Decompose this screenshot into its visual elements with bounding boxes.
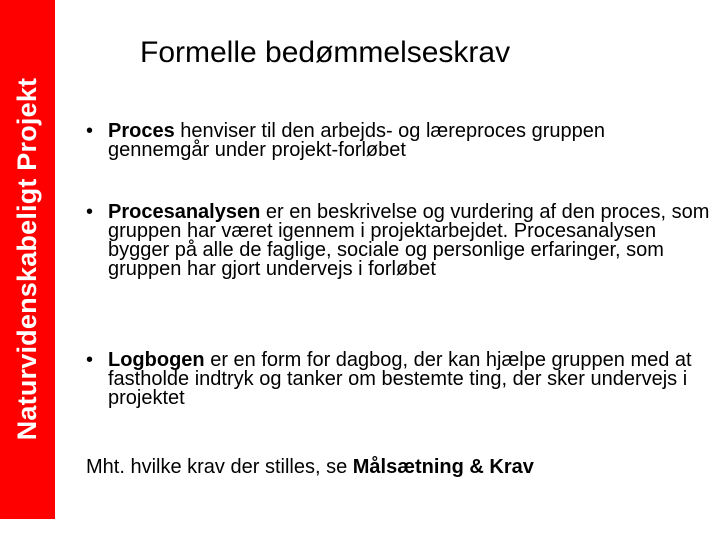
bullet-dot: • bbox=[86, 201, 94, 223]
side-label: Naturvidenskabeligt Projekt bbox=[11, 77, 42, 441]
bullet-text bbox=[108, 203, 711, 279]
slide-title: Formelle bedømmelseskrav bbox=[140, 36, 511, 69]
bullet-term: Proces bbox=[108, 120, 175, 142]
footer-prefix: Mht. hvilke krav der stilles, se bbox=[86, 456, 353, 478]
bullet-term: Logbogen bbox=[108, 349, 205, 371]
footer-note bbox=[86, 456, 534, 479]
bullet-text bbox=[108, 351, 711, 408]
bullet-text bbox=[108, 122, 711, 160]
bullet-body: er en beskrivelse og vurdering af den proces, som gruppen har været igennem i projektarbejdet. Procesanalysen bygger på alle de faglige, sociale og personlige erfaringer, som gruppen har gjort undervejs i forløbet bbox=[108, 201, 710, 280]
bullet-term: Procesanalysen bbox=[108, 201, 261, 223]
bullet-body: henviser til den arbejds- og læreproces gruppen gennemgår under projekt-forløbet bbox=[108, 120, 605, 161]
bullet-logbogen bbox=[86, 351, 711, 408]
bullet-body: er en form for dagbog, der kan hjælpe gruppen med at fastholde indtryk og tanker om bestemte ting, der sker undervejs i projektet bbox=[108, 349, 692, 409]
side-band bbox=[0, 0, 55, 519]
bullet-proces bbox=[86, 122, 711, 160]
footer-link-text: Målsætning & Krav bbox=[352, 456, 534, 478]
bullet-dot: • bbox=[86, 349, 94, 371]
bullet-procesanalysen bbox=[86, 203, 711, 279]
bullet-dot: • bbox=[86, 120, 94, 142]
